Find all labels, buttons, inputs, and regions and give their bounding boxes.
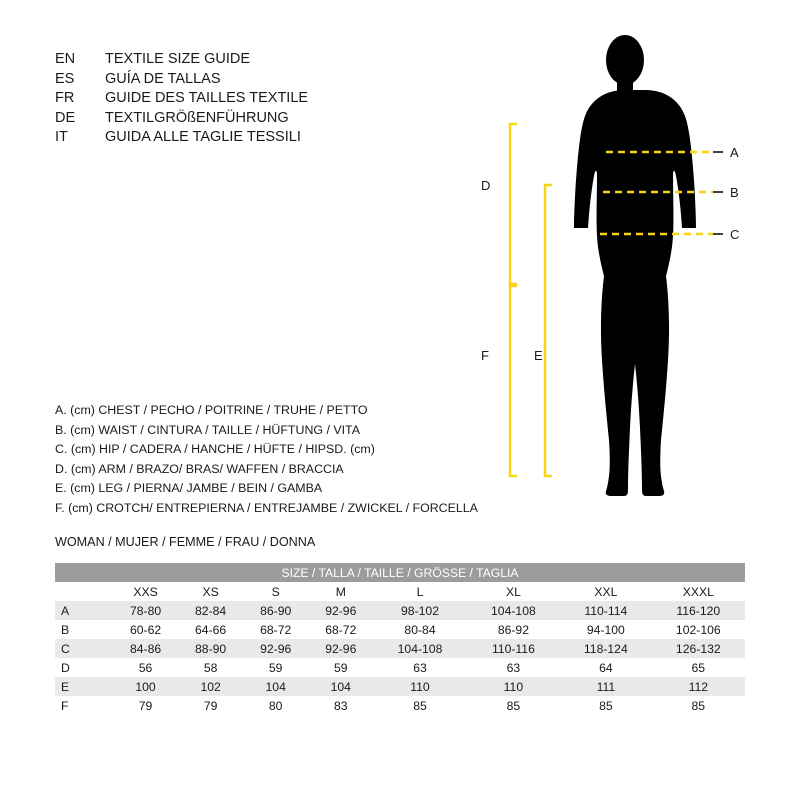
cell-f-s: 80 (243, 696, 308, 715)
column-header-xxxl: XXXL (652, 582, 745, 601)
cell-d-m: 59 (308, 658, 373, 677)
column-header-l: L (373, 582, 466, 601)
column-header-m: M (308, 582, 373, 601)
cell-b-xs: 64-66 (178, 620, 243, 639)
dimension-bracket-d (510, 124, 517, 286)
cell-d-l: 63 (373, 658, 466, 677)
table-row (55, 696, 745, 715)
table-caption-row (55, 563, 745, 582)
cell-f-xxs: 79 (113, 696, 178, 715)
title-lang-de: DE (55, 109, 76, 126)
table-row (55, 601, 745, 620)
measurement-diagram (455, 20, 785, 510)
title-row (55, 50, 308, 70)
cell-f-xs: 79 (178, 696, 243, 715)
row-label-a: A (55, 601, 113, 620)
legend-block (55, 401, 478, 519)
title-lang-es: ES (55, 70, 75, 87)
cell-c-xxs: 84-86 (113, 639, 178, 658)
column-header-xs: XS (178, 582, 243, 601)
cell-a-xl: 104-108 (467, 601, 560, 620)
marker-label-b: B (730, 185, 739, 200)
cell-e-xxxl: 112 (652, 677, 745, 696)
cell-d-xxl: 64 (560, 658, 652, 677)
dimension-bracket-e (545, 185, 552, 476)
cell-a-l: 98-102 (373, 601, 466, 620)
table-row (55, 677, 745, 696)
cell-e-xxl: 111 (560, 677, 652, 696)
cell-b-xxxl: 102-106 (652, 620, 745, 639)
cell-a-xxl: 110-114 (560, 601, 652, 620)
cell-e-xl: 110 (467, 677, 560, 696)
column-header-xl: XL (467, 582, 560, 601)
table-caption: SIZE / TALLA / TAILLE / GRÖSSE / TAGLIA (55, 563, 745, 582)
title-text-fr: GUIDE DES TAILLES TEXTILE (105, 90, 309, 106)
legend-item-b: B. (cm) WAIST / CINTURA / TAILLE / HÜFTUNG / VITA (55, 422, 360, 437)
cell-f-xxl: 85 (560, 696, 652, 715)
marker-label-a: A (730, 145, 739, 160)
gender-label: WOMAN / MUJER / FEMME / FRAU / DONNA (55, 535, 316, 549)
title-text-it: GUIDA ALLE TAGLIE TESSILI (105, 129, 301, 145)
title-row (55, 70, 308, 90)
cell-b-xxl: 94-100 (560, 620, 652, 639)
size-table (55, 563, 745, 715)
cell-c-xxl: 118-124 (560, 639, 652, 658)
table-row (55, 620, 745, 639)
title-text-de: TEXTILGRÖßENFÜHRUNG (105, 109, 289, 126)
cell-d-xs: 58 (178, 658, 243, 677)
cell-b-xxs: 60-62 (113, 620, 178, 639)
legend-item-c: C. (cm) HIP / CADERA / HANCHE / HÜFTE / HIPSD. (cm) (55, 442, 375, 457)
dimension-lines (510, 124, 552, 476)
cell-d-xxs: 56 (113, 658, 178, 677)
title-lang-fr: FR (55, 90, 75, 106)
cell-e-m: 104 (308, 677, 373, 696)
title-lang-en: EN (55, 51, 76, 67)
cell-c-xs: 88-90 (178, 639, 243, 658)
legend-item-d: D. (cm) ARM / BRAZO/ BRAS/ WAFFEN / BRACCIA (55, 461, 344, 476)
cell-e-xxs: 100 (113, 677, 178, 696)
title-text-es: GUÍA DE TALLAS (105, 70, 221, 87)
title-row (55, 128, 308, 148)
legend-item-f: F. (cm) CROTCH/ ENTREPIERNA / ENTREJAMBE / ZWICKEL / FORCELLA (55, 500, 478, 515)
legend-item-a: A. (cm) CHEST / PECHO / POITRINE / TRUHE / PETTO (55, 403, 368, 417)
table-corner-cell (55, 582, 113, 601)
title-row (55, 89, 308, 109)
dimension-bracket-f (510, 284, 517, 476)
row-label-d: D (55, 658, 113, 677)
cell-b-xl: 86-92 (467, 620, 560, 639)
row-label-e: E (55, 677, 113, 696)
cell-b-l: 80-84 (373, 620, 466, 639)
cell-b-s: 68-72 (243, 620, 308, 639)
cell-a-xxxl: 116-120 (652, 601, 745, 620)
cell-a-xxs: 78-80 (113, 601, 178, 620)
title-lang-it: IT (55, 129, 68, 145)
column-header-xxs: XXS (113, 582, 178, 601)
legend-item-e: E. (cm) LEG / PIERNA/ JAMBE / BEIN / GAMBA (55, 481, 323, 496)
cell-a-m: 92-96 (308, 601, 373, 620)
cell-c-m: 92-96 (308, 639, 373, 658)
cell-e-xs: 102 (178, 677, 243, 696)
cell-d-xl: 63 (467, 658, 560, 677)
title-text-en: TEXTILE SIZE GUIDE (105, 51, 251, 67)
cell-e-s: 104 (243, 677, 308, 696)
row-label-f: F (55, 696, 113, 715)
row-label-c: C (55, 639, 113, 658)
cell-f-l: 85 (373, 696, 466, 715)
label-leader-lines (713, 152, 723, 234)
dimension-label-d: D (481, 178, 491, 193)
dimension-label-e: E (534, 348, 543, 363)
cell-c-s: 92-96 (243, 639, 308, 658)
cell-d-xxxl: 65 (652, 658, 745, 677)
cell-e-l: 110 (373, 677, 466, 696)
table-header-row (55, 582, 745, 601)
diagram-svg (455, 20, 785, 510)
column-header-xxl: XXL (560, 582, 652, 601)
cell-a-s: 86-90 (243, 601, 308, 620)
cell-a-xs: 82-84 (178, 601, 243, 620)
row-label-b: B (55, 620, 113, 639)
size-table-wrap (55, 563, 745, 715)
cell-c-xl: 110-116 (467, 639, 560, 658)
cell-c-l: 104-108 (373, 639, 466, 658)
cell-f-xxxl: 85 (652, 696, 745, 715)
table-row (55, 639, 745, 658)
cell-b-m: 68-72 (308, 620, 373, 639)
table-row (55, 658, 745, 677)
woman-silhouette-icon (574, 35, 696, 496)
dimension-label-f: F (481, 348, 489, 363)
column-header-s: S (243, 582, 308, 601)
cell-f-m: 83 (308, 696, 373, 715)
cell-c-xxxl: 126-132 (652, 639, 745, 658)
cell-d-s: 59 (243, 658, 308, 677)
title-block (55, 50, 308, 148)
title-row (55, 109, 308, 129)
marker-label-c: C (730, 227, 740, 242)
cell-f-xl: 85 (467, 696, 560, 715)
